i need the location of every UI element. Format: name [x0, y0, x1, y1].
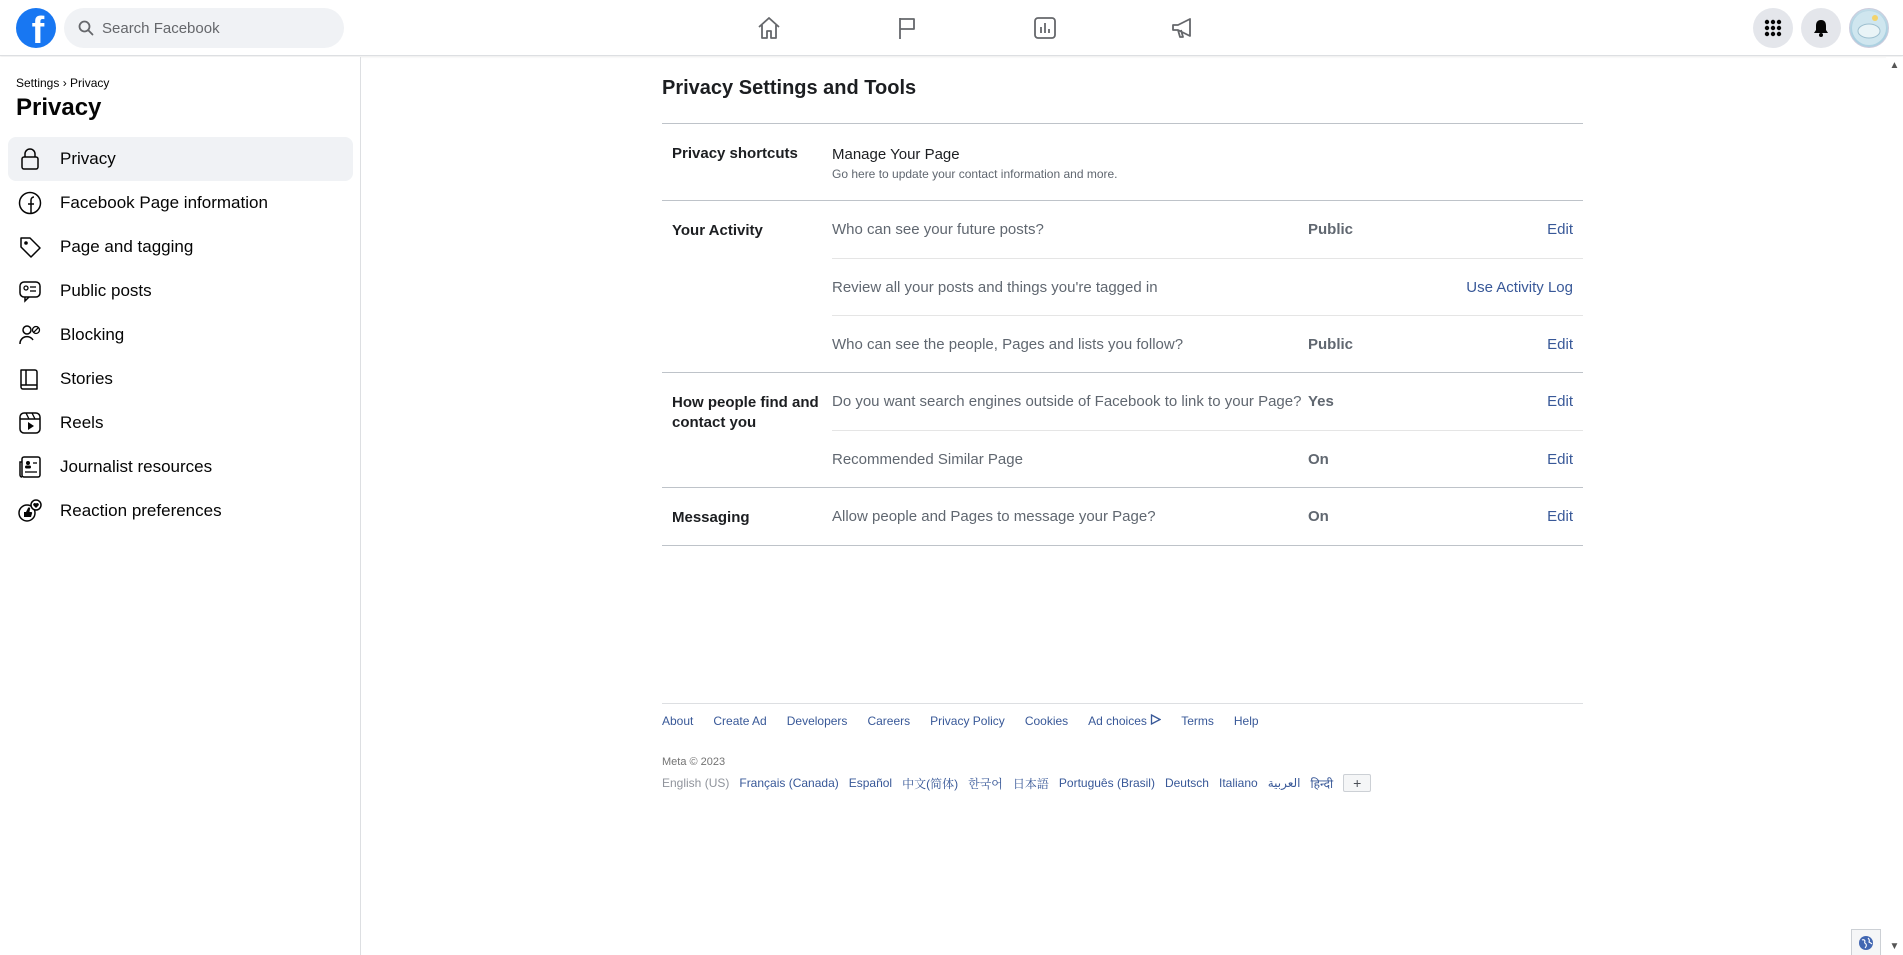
notifications-bell-icon [1811, 18, 1831, 38]
language-selector [662, 774, 1583, 792]
page-scrollbar[interactable] [1886, 57, 1903, 955]
menu-grid-icon [1763, 18, 1783, 38]
nav-ads[interactable] [1114, 0, 1252, 56]
home-icon [756, 15, 782, 41]
setting-row [832, 430, 1583, 487]
settings-sidebar [0, 57, 361, 955]
sidebar-item-page-information[interactable] [8, 181, 353, 225]
breadcrumb-separator: › [62, 76, 67, 90]
search-input[interactable] [102, 20, 322, 37]
profile-avatar[interactable] [1849, 8, 1889, 48]
language-option[interactable]: Italiano [1218, 776, 1258, 790]
sidebar-item-blocking[interactable] [8, 313, 353, 357]
sidebar-item-stories[interactable] [8, 357, 353, 401]
topbar-right-actions [1753, 8, 1889, 48]
search-box[interactable] [64, 8, 344, 48]
scroll-down-arrow-icon[interactable]: ▼ [1889, 941, 1900, 952]
sidebar-item-reels[interactable] [8, 401, 353, 445]
footer-link-ad-choices[interactable] [1088, 714, 1161, 728]
setting-value: Yes [1308, 393, 1334, 410]
notifications-button[interactable] [1801, 8, 1841, 48]
section-name: How people find and contact you [672, 394, 819, 431]
language-option[interactable]: 日本語 [1012, 776, 1049, 791]
sidebar-item-reaction-preferences[interactable] [8, 489, 353, 533]
footer-links [662, 704, 1583, 728]
main-nav [700, 0, 1252, 56]
edit-recommended-page-link[interactable]: Edit [1547, 450, 1573, 468]
sidebar-item-label: Page and tagging [60, 237, 194, 256]
insights-icon [1032, 15, 1058, 41]
settings-table [662, 123, 1583, 546]
shortcut-title[interactable]: Manage Your Page [832, 146, 960, 163]
language-option[interactable]: Français (Canada) [739, 776, 839, 790]
sidebar-menu [8, 137, 353, 533]
use-activity-log-link[interactable]: Use Activity Log [1466, 278, 1573, 296]
footer-link-cookies[interactable]: Cookies [1024, 714, 1069, 728]
language-option[interactable]: Español [848, 776, 893, 790]
setting-value: Public [1308, 221, 1354, 238]
setting-value: On [1308, 450, 1329, 468]
language-option[interactable]: हिन्दी [1310, 776, 1334, 791]
breadcrumb [16, 76, 109, 90]
footer-link-developers[interactable]: Developers [786, 714, 848, 728]
sidebar-item-label: Stories [60, 369, 113, 388]
sidebar-item-label: Journalist resources [60, 457, 213, 476]
setting-row [832, 373, 1583, 430]
setting-label: Who can see the people, Pages and lists you follow? [832, 335, 1184, 353]
nav-page[interactable] [838, 0, 976, 56]
section-name: Your Activity [672, 222, 763, 239]
edit-following-visibility-link[interactable]: Edit [1547, 335, 1573, 353]
shortcut-subtitle: Go here to update your contact information and more. [832, 167, 1118, 181]
scroll-up-arrow-icon[interactable]: ▲ [1889, 60, 1900, 71]
setting-value: On [1308, 508, 1329, 525]
section-name: Messaging [672, 509, 750, 526]
language-option[interactable]: Português (Brasil) [1058, 776, 1155, 790]
flag-icon [894, 15, 920, 41]
setting-label: Do you want search engines outside of Facebook to link to your Page? [832, 393, 1302, 410]
language-option[interactable]: 中文(简体) [902, 776, 959, 791]
public-posts-icon [16, 277, 44, 305]
language-option[interactable]: Deutsch [1164, 776, 1209, 790]
newspaper-icon [16, 453, 44, 481]
sidebar-item-public-posts[interactable] [8, 269, 353, 313]
nav-home[interactable] [700, 0, 838, 56]
megaphone-icon [1170, 15, 1196, 41]
nav-insights[interactable] [976, 0, 1114, 56]
ad-choices-label: Ad choices [1088, 714, 1147, 728]
setting-value: Public [1308, 335, 1354, 353]
setting-label: Who can see your future posts? [832, 221, 1044, 238]
language-globe-button[interactable] [1851, 929, 1881, 955]
footer-link-terms[interactable]: Terms [1181, 714, 1214, 728]
setting-row [832, 201, 1583, 258]
edit-messaging-link[interactable]: Edit [1547, 508, 1573, 525]
sidebar-item-label: Reels [60, 413, 104, 432]
page-footer [662, 703, 1583, 792]
footer-link-help[interactable]: Help [1233, 714, 1259, 728]
manage-page-shortcut[interactable] [832, 124, 1583, 200]
top-navigation-bar [0, 0, 1903, 56]
facebook-logo-icon[interactable]: f [16, 8, 56, 48]
current-language: English (US) [662, 776, 730, 790]
sidebar-title: Privacy [16, 94, 102, 121]
footer-link-create-ad[interactable]: Create Ad [713, 714, 767, 728]
breadcrumb-current: Privacy [70, 76, 110, 90]
sidebar-item-journalist-resources[interactable] [8, 445, 353, 489]
section-find-and-contact [662, 372, 1583, 487]
setting-row [832, 258, 1583, 315]
language-option[interactable]: العربية [1267, 776, 1301, 790]
sidebar-item-privacy[interactable] [8, 137, 353, 181]
section-your-activity [662, 200, 1583, 372]
footer-link-privacy-policy[interactable]: Privacy Policy [930, 714, 1005, 728]
ad-choices-icon [1150, 714, 1161, 725]
book-icon [16, 365, 44, 393]
breadcrumb-settings[interactable]: Settings [16, 76, 60, 90]
section-privacy-shortcuts [662, 123, 1583, 200]
section-name: Privacy shortcuts [672, 145, 798, 162]
footer-link-about[interactable]: About [662, 714, 694, 728]
menu-button[interactable] [1753, 8, 1793, 48]
language-option[interactable]: 한국어 [968, 776, 1003, 791]
more-languages-button[interactable]: + [1343, 774, 1371, 792]
blocking-user-icon [16, 321, 44, 349]
sidebar-item-label: Facebook Page information [60, 193, 268, 212]
edit-search-engines-link[interactable]: Edit [1547, 393, 1573, 410]
copyright: Meta © 2023 [662, 756, 726, 768]
setting-label: Review all your posts and things you're tagged in [832, 278, 1158, 296]
section-messaging [662, 487, 1583, 546]
lock-icon [16, 145, 44, 173]
reels-icon [16, 409, 44, 437]
setting-row [832, 488, 1583, 545]
sidebar-item-label: Blocking [60, 325, 125, 344]
facebook-circle-icon [16, 189, 44, 217]
globe-icon [1858, 935, 1874, 951]
edit-future-posts-link[interactable]: Edit [1547, 221, 1573, 238]
page-title: Privacy Settings and Tools [662, 77, 917, 99]
sidebar-item-page-and-tagging[interactable] [8, 225, 353, 269]
reaction-icon [16, 497, 44, 525]
setting-row [832, 315, 1583, 372]
sidebar-item-label: Reaction preferences [60, 501, 222, 520]
tag-icon [16, 233, 44, 261]
setting-label: Allow people and Pages to message your Page? [832, 508, 1156, 525]
sidebar-item-label: Privacy [60, 149, 116, 168]
avatar-image-icon [1851, 10, 1887, 46]
footer-link-careers[interactable]: Careers [867, 714, 911, 728]
sidebar-item-label: Public posts [60, 281, 152, 300]
search-icon [78, 20, 94, 36]
setting-label: Recommended Similar Page [832, 450, 1023, 468]
